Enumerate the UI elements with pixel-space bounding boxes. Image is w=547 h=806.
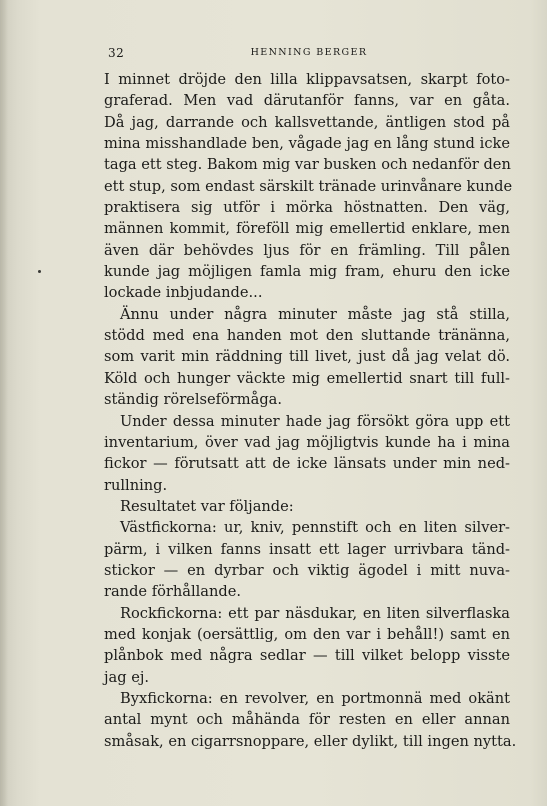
- text-line: kunde jag möjligen famla mig fram, ehuru den icke: [104, 263, 510, 281]
- text-line: jag ej.: [104, 668, 150, 686]
- text-line: rande förhållande.: [104, 583, 242, 601]
- text-line: Då jag, darrande och kallsvettande, äntligen stod på: [104, 113, 510, 131]
- text-line: ett stup, som endast särskilt tränade urinvånare kunde: [104, 177, 513, 195]
- text-line: ständig rörelseförmåga.: [104, 391, 282, 409]
- text-line: mina misshandlade ben, vågade jag en lång stund icke: [104, 135, 510, 153]
- text-line: männen kommit, föreföll mig emellertid enklare, men: [104, 220, 510, 238]
- text-line: Under dessa minuter hade jag försökt göra upp ett: [120, 412, 510, 430]
- text-line: Köld och hunger väckte mig emellertid snart till full-: [104, 369, 510, 387]
- text-line: inventarium, över vad jag möjligtvis kunde ha i mina: [104, 433, 510, 451]
- text-line: småsak, en cigarrsnoppare, eller dylikt, till ingen nytta.: [104, 732, 517, 750]
- text-line: stödd med ena handen mot den sluttande tränänna,: [104, 327, 510, 345]
- text-line: taga ett steg. Bakom mig var busken och nedanför den: [104, 156, 511, 174]
- text-line: Resultatet var följande:: [120, 497, 294, 515]
- running-head: HENNING BERGER: [250, 47, 368, 58]
- text-line: rullning.: [104, 476, 168, 494]
- text-line: även där behövdes ljus för en främling. Till pålen: [104, 241, 510, 259]
- page-number: 32: [108, 46, 125, 60]
- text-line: lockade inbjudande...: [104, 284, 263, 302]
- text-line: Byxfickorna: en revolver, en portmonnä med okänt: [120, 689, 510, 707]
- page-header: [108, 46, 510, 62]
- text-line: Ännu under några minuter måste jag stå stilla,: [120, 305, 510, 323]
- text-line: Rockfickorna: ett par näsdukar, en liten silverflaska: [120, 604, 510, 622]
- text-line: med konjak (oersättlig, om den var i behåll!) samt en: [104, 625, 510, 643]
- body-text: [104, 69, 517, 752]
- text-line: praktisera sig utför i mörka höstnatten. Den väg,: [104, 199, 510, 217]
- text-line: antal mynt och måhända för resten en eller annan: [104, 711, 510, 729]
- text-line: plånbok med några sedlar — till vilket belopp visste: [104, 647, 510, 665]
- text-line: fickor — förutsatt att de icke länsats under min ned-: [104, 455, 510, 473]
- text-line: som varit min räddning till livet, just då jag velat dö.: [104, 348, 510, 366]
- page-gutter-shadow: [0, 0, 8, 806]
- text-line: I minnet dröjde den lilla klippavsatsen, skarpt foto-: [104, 71, 510, 88]
- text-line: graferad. Men vad därutanför fanns, var en gåta.: [104, 92, 510, 110]
- text-line: stickor — en dyrbar och viktig ägodel i mitt nuva-: [104, 561, 510, 579]
- text-line: pärm, i vilken fanns insatt ett lager urrivbara tänd-: [104, 540, 510, 558]
- margin-speck: [38, 270, 41, 273]
- text-line: Västfickorna: ur, kniv, pennstift och en liten silver-: [120, 519, 510, 537]
